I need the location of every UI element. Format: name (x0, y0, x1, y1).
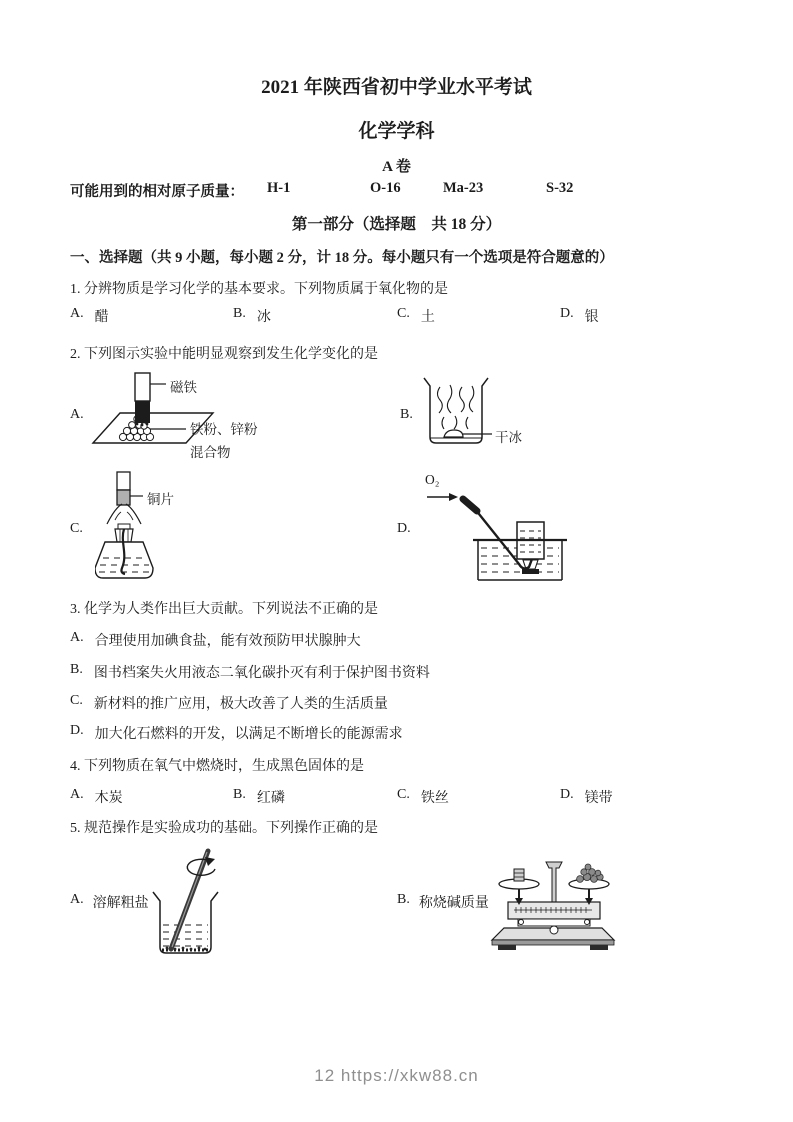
q1-option-c (397, 306, 435, 326)
atomic-mass-item-o: O-16 (370, 180, 401, 196)
part-one-heading: 第一部分（选择题 共 18 分） (291, 216, 502, 233)
option-label: A. (70, 306, 84, 321)
q3-option-a (70, 630, 361, 650)
q2-figure-d-label: D. (397, 521, 411, 536)
option-label: C. (397, 787, 410, 802)
option-label: C. (70, 693, 83, 708)
balance-drawing (488, 852, 643, 957)
figure-copper-heating (95, 470, 255, 590)
option-label: B. (233, 306, 246, 321)
q3-option-b (70, 662, 430, 682)
question-2-stem: 2. 下列图示实验中能明显观察到发生化学变化的是 (70, 347, 378, 362)
q4-option-a (70, 787, 123, 807)
option-text: 红磷 (256, 791, 285, 806)
option-text: 称烧碱质量 (418, 896, 489, 911)
q4-option-b (233, 787, 285, 807)
option-label: A. (70, 630, 84, 645)
figure-balance-weighing (488, 852, 643, 957)
question-3-stem: 3. 化学为人类作出巨大贡献。下列说法不正确的是 (70, 602, 378, 617)
figure-dry-ice-beaker (420, 375, 600, 453)
section-one-heading: 一、选择题（共 9 小题，每小题 2 分，计 18 分。每小题只有一个选项是符合题意的） (70, 250, 614, 266)
option-label: D. (560, 787, 574, 802)
option-text: 铁丝 (420, 791, 449, 806)
q2-figure-b-label: B. (400, 407, 413, 422)
atomic-mass-item-h: H-1 (267, 180, 291, 196)
oxygen-annotation: O₂ (425, 472, 440, 487)
option-text: 冰 (256, 310, 271, 325)
q1-option-a (70, 306, 109, 326)
q1-option-b (233, 306, 271, 326)
exam-subject: 化学学科 (358, 121, 435, 142)
option-text: 图书档案失火用液态二氧化碳扑灭有利于保护图书资料 (93, 666, 430, 681)
question-1-stem: 1. 分辨物质是学习化学的基本要求。下列物质属于氧化物的是 (70, 282, 448, 297)
question-5-stem: 5. 规范操作是实验成功的基础。下列操作正确的是 (70, 821, 378, 836)
figure-magnet-over-powder (90, 371, 350, 466)
option-text: 溶解粗盐 (92, 896, 149, 911)
q3-option-d (70, 723, 403, 743)
q4-option-d (560, 787, 613, 807)
option-text: 加大化石燃料的开发，以满足不断增长的能源需求 (94, 727, 403, 742)
figure-dissolve-salt (145, 847, 270, 972)
q2-figure-c-label: C. (70, 521, 83, 536)
q1-option-d (560, 306, 599, 326)
magnet-annotation: 磁铁 (170, 380, 197, 395)
paper-version: A 卷 (382, 159, 411, 175)
exam-title: 2021 年陕西省初中学业水平考试 (261, 77, 532, 98)
dry-ice-annotation: 干冰 (495, 430, 522, 445)
option-label: C. (397, 306, 410, 321)
option-text: 银 (584, 310, 599, 325)
q2-figure-a-label: A. (70, 407, 84, 422)
copper-strip-annotation: 铜片 (147, 492, 174, 507)
option-text: 醋 (94, 310, 109, 325)
figure-oxygen-collection (415, 468, 650, 586)
powder-annotation-line2: 混合物 (190, 445, 231, 460)
option-label: B. (397, 892, 410, 907)
option-text: 镁带 (584, 791, 613, 806)
page-footer-note: 12 https://xkw88.cn (314, 1066, 479, 1085)
option-label: D. (560, 306, 574, 321)
alcohol-lamp-drawing (95, 470, 255, 590)
question-4-stem: 4. 下列物质在氧气中燃烧时，生成黑色固体的是 (70, 759, 364, 774)
stirring-beaker-drawing (145, 847, 270, 972)
atomic-mass-item-ma: Ma-23 (443, 180, 484, 196)
q5-option-b-caption (397, 892, 489, 912)
option-label: A. (70, 892, 84, 907)
atomic-mass-item-s: S-32 (546, 180, 574, 196)
powder-annotation-line1: 铁粉、锌粉 (190, 422, 258, 437)
gas-collection-drawing (415, 468, 650, 586)
q3-option-c (70, 693, 388, 713)
option-text: 土 (420, 310, 435, 325)
option-label: B. (70, 662, 83, 677)
option-label: D. (70, 723, 84, 738)
option-label: A. (70, 787, 84, 802)
q5-option-a-caption (70, 892, 149, 912)
q4-option-c (397, 787, 449, 807)
option-text: 新材料的推广应用，极大改善了人类的生活质量 (93, 697, 388, 712)
atomic-mass-label: 可能用到的相对原子质量： (70, 184, 244, 200)
option-text: 木炭 (94, 791, 123, 806)
option-label: B. (233, 787, 246, 802)
option-text: 合理使用加碘食盐，能有效预防甲状腺肿大 (94, 634, 361, 649)
